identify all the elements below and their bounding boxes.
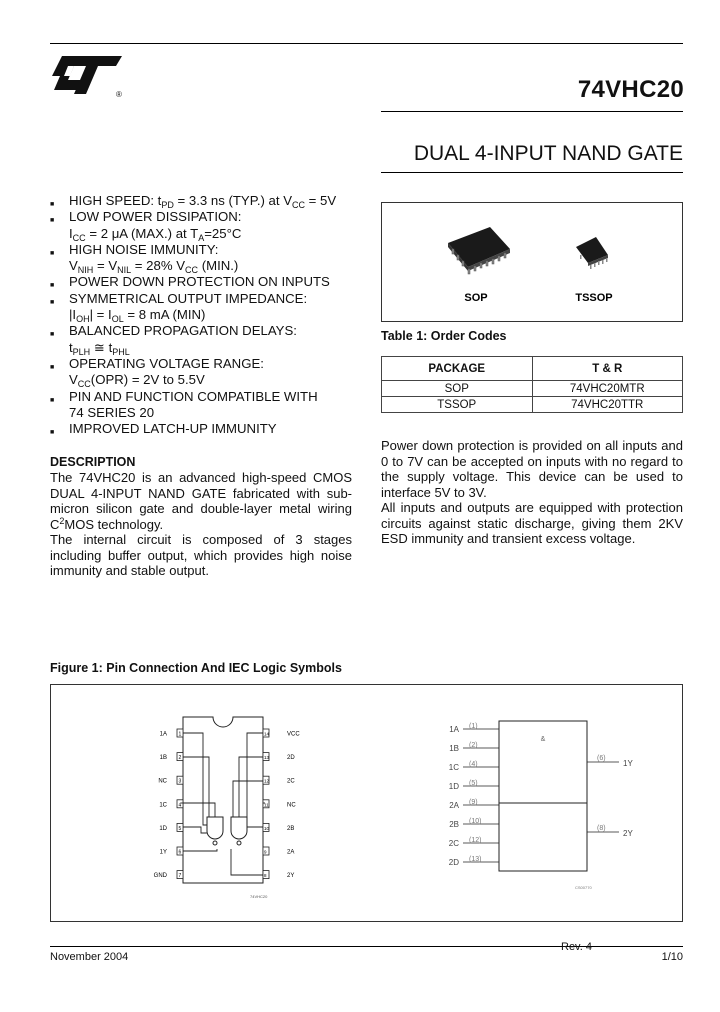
revision: Rev. 4	[561, 941, 592, 953]
iec-input-label: 2D	[448, 858, 459, 867]
iec-input-label: 2C	[448, 839, 459, 848]
bullet-icon: ■	[50, 201, 55, 208]
iec-input-pin: (4)	[469, 761, 478, 768]
iec-output-pin: (8)	[597, 825, 606, 832]
pin-number: 10	[264, 825, 270, 831]
description-heading: DESCRIPTION	[50, 455, 136, 469]
svg-text:CS00770: CS00770	[575, 885, 592, 890]
feature-text: HIGH NOISE IMMUNITY: $V_{NIH} = V_{NIL} = 28\%$ $V_{CC}$ (MIN.)	[69, 241, 239, 276]
pin-label: 1B	[159, 755, 167, 762]
pin-number: 12	[264, 778, 270, 784]
iec-input-label: 1B	[449, 744, 459, 753]
pin-number: 11	[264, 802, 269, 808]
pin-number: 1	[178, 731, 182, 738]
pin-label: VCC	[287, 731, 300, 738]
iec-input-label: 2A	[449, 801, 459, 810]
part-number: 74VHC20	[577, 76, 684, 103]
tssop-label: TSSOP	[575, 292, 613, 304]
pin-label: 1C	[159, 802, 167, 809]
feature-text: LOW POWER DISSIPATION: $I_{CC} = 2$ μA (MAX.) at $T_A=25^\circ C$	[69, 209, 242, 243]
feature-text: HIGH SPEED: $t_{PD} = 3.3$ ns (TYP.) at $V_{CC} = 5V$	[69, 193, 337, 210]
pin-number: 9	[264, 849, 267, 855]
feature-item	[50, 274, 360, 290]
pin-label: 1D	[159, 825, 167, 832]
bullet-icon: ■	[50, 298, 55, 306]
footer-date: November 2004	[50, 951, 129, 963]
pin-number: 13	[264, 755, 270, 761]
st-logo	[52, 52, 124, 98]
pin-label: 2A	[287, 849, 295, 856]
feature-item	[50, 291, 360, 324]
pin-label: NC	[287, 802, 296, 809]
feature-text: IMPROVED LATCH-UP IMMUNITY	[69, 421, 277, 437]
package-image-box	[381, 202, 683, 322]
order-codes-table	[381, 356, 683, 413]
table-cell: 74VHC20TTR	[532, 397, 683, 413]
iec-and-symbol: &	[540, 736, 546, 743]
tssop-package-image	[576, 237, 608, 269]
pin-number: 2	[178, 755, 182, 762]
iec-input-label: 1C	[448, 763, 459, 772]
feature-list	[50, 193, 360, 437]
feature-item	[50, 356, 360, 389]
top-rule	[50, 43, 683, 44]
registered-mark: ®	[116, 90, 122, 99]
bullet-icon: ■	[50, 363, 55, 371]
dip-package-outline	[183, 717, 263, 883]
pin-number: 8	[264, 873, 267, 879]
description-text	[50, 470, 352, 579]
table-header-tr: T & R	[532, 357, 683, 381]
pin-number: 4	[178, 802, 182, 809]
subtitle-rule	[381, 172, 683, 173]
pin-number: 3	[178, 778, 182, 785]
iec-input-pin: (9)	[469, 799, 478, 806]
feature-item	[50, 389, 360, 422]
protection-paragraph-2: All inputs and outputs are equipped with protection circuits against static discharge, giving them 2KV ESD immunity and transient excess voltage.	[381, 500, 683, 546]
right-column-text	[381, 438, 683, 547]
pin-label: 2B	[287, 825, 295, 832]
feature-text: OPERATING VOLTAGE RANGE: $V_{CC}(OPR) = 2V$ to 5.5V	[69, 355, 264, 390]
feature-item	[50, 323, 360, 356]
order-table-title: Table 1: Order Codes	[381, 329, 507, 343]
pin-label: 2D	[287, 755, 295, 762]
bullet-icon: ■	[50, 282, 55, 290]
iec-input-pin: (5)	[469, 780, 478, 787]
iec-logic-symbol	[449, 721, 634, 890]
pin-label: 2Y	[287, 873, 295, 880]
pin-number: 5	[178, 825, 182, 832]
iec-input-pin: (1)	[469, 723, 478, 730]
iec-input-pin: (12)	[469, 837, 482, 844]
feature-item	[50, 242, 360, 275]
iec-input-label: 2B	[449, 820, 459, 829]
pin-connection-diagram	[51, 685, 682, 921]
figure-box	[50, 684, 683, 922]
table-row	[382, 381, 683, 397]
table-cell: 74VHC20MTR	[532, 381, 683, 397]
protection-paragraph-1: Power down protection is provided on all inputs and 0 to 7V can be accepted on inputs with no regard to the supply voltage. This device can be used to interface 5V to 3V.	[381, 438, 683, 500]
page-subtitle: DUAL 4-INPUT NAND GATE	[413, 142, 683, 165]
table-cell: SOP	[382, 381, 533, 397]
feature-text: PIN AND FUNCTION COMPATIBLE WITH 74 SERIES 20	[69, 388, 318, 420]
feature-text: SYMMETRICAL OUTPUT IMPEDANCE: $|I_{OH}| = I_{OL} = 8$ mA (MIN)	[69, 290, 308, 325]
pin-label: 1A	[159, 731, 167, 738]
pin-number: 14	[264, 731, 270, 737]
description-paragraph-2: The internal circuit is composed of 3 stages including buffer output, which provides high noise immunity and stable output.	[50, 532, 352, 578]
svg-text:74VHC20: 74VHC20	[250, 894, 268, 899]
table-cell: TSSOP	[382, 397, 533, 413]
feature-item	[50, 193, 360, 209]
iec-output-pin: (6)	[597, 755, 606, 762]
iec-output-label: 1Y	[623, 759, 633, 768]
bullet-icon: ■	[50, 396, 55, 404]
nand-gates	[207, 817, 247, 845]
pin-number: 7	[178, 873, 182, 880]
feature-text: POWER DOWN PROTECTION ON INPUTS	[69, 274, 330, 290]
iec-output-label: 2Y	[623, 829, 633, 838]
pin-label: GND	[153, 873, 167, 880]
sop-label: SOP	[464, 292, 488, 304]
iec-input-label: 1D	[448, 782, 459, 791]
header-rule	[381, 111, 683, 112]
package-illustrations	[382, 203, 682, 321]
iec-input-pin: (10)	[469, 818, 482, 825]
feature-text: BALANCED PROPAGATION DELAYS: $t_{PLH}$ ≅ $t_{PHL}$	[69, 323, 297, 357]
bullet-icon: ■	[50, 429, 55, 437]
pin-number: 6	[178, 849, 182, 856]
figure-title: Figure 1: Pin Connection And IEC Logic Symbols	[50, 661, 342, 675]
pin-label: 2C	[287, 778, 295, 785]
iec-input-pin: (13)	[469, 856, 482, 863]
bullet-icon: ■	[50, 331, 55, 339]
table-row	[382, 397, 683, 413]
description-paragraph-1: The 74VHC20 is an advanced high-speed CMOS DUAL 4-INPUT NAND GATE fabricated with sub-micron silicon gate and double-layer metal wiring $C^2MOS$ technology.	[50, 470, 352, 532]
sop-package-image	[448, 227, 510, 274]
iec-input-label: 1A	[449, 725, 459, 734]
iec-input-pin: (2)	[469, 742, 478, 749]
bullet-icon: ■	[50, 217, 55, 225]
pin-label: 1Y	[159, 849, 167, 856]
feature-item	[50, 209, 360, 242]
pin-label: NC	[158, 778, 167, 785]
bullet-icon: ■	[50, 249, 55, 257]
internal-wiring	[179, 733, 267, 875]
feature-item	[50, 421, 360, 437]
page-number: 1/10	[661, 951, 683, 963]
table-header-package: PACKAGE	[382, 357, 533, 381]
